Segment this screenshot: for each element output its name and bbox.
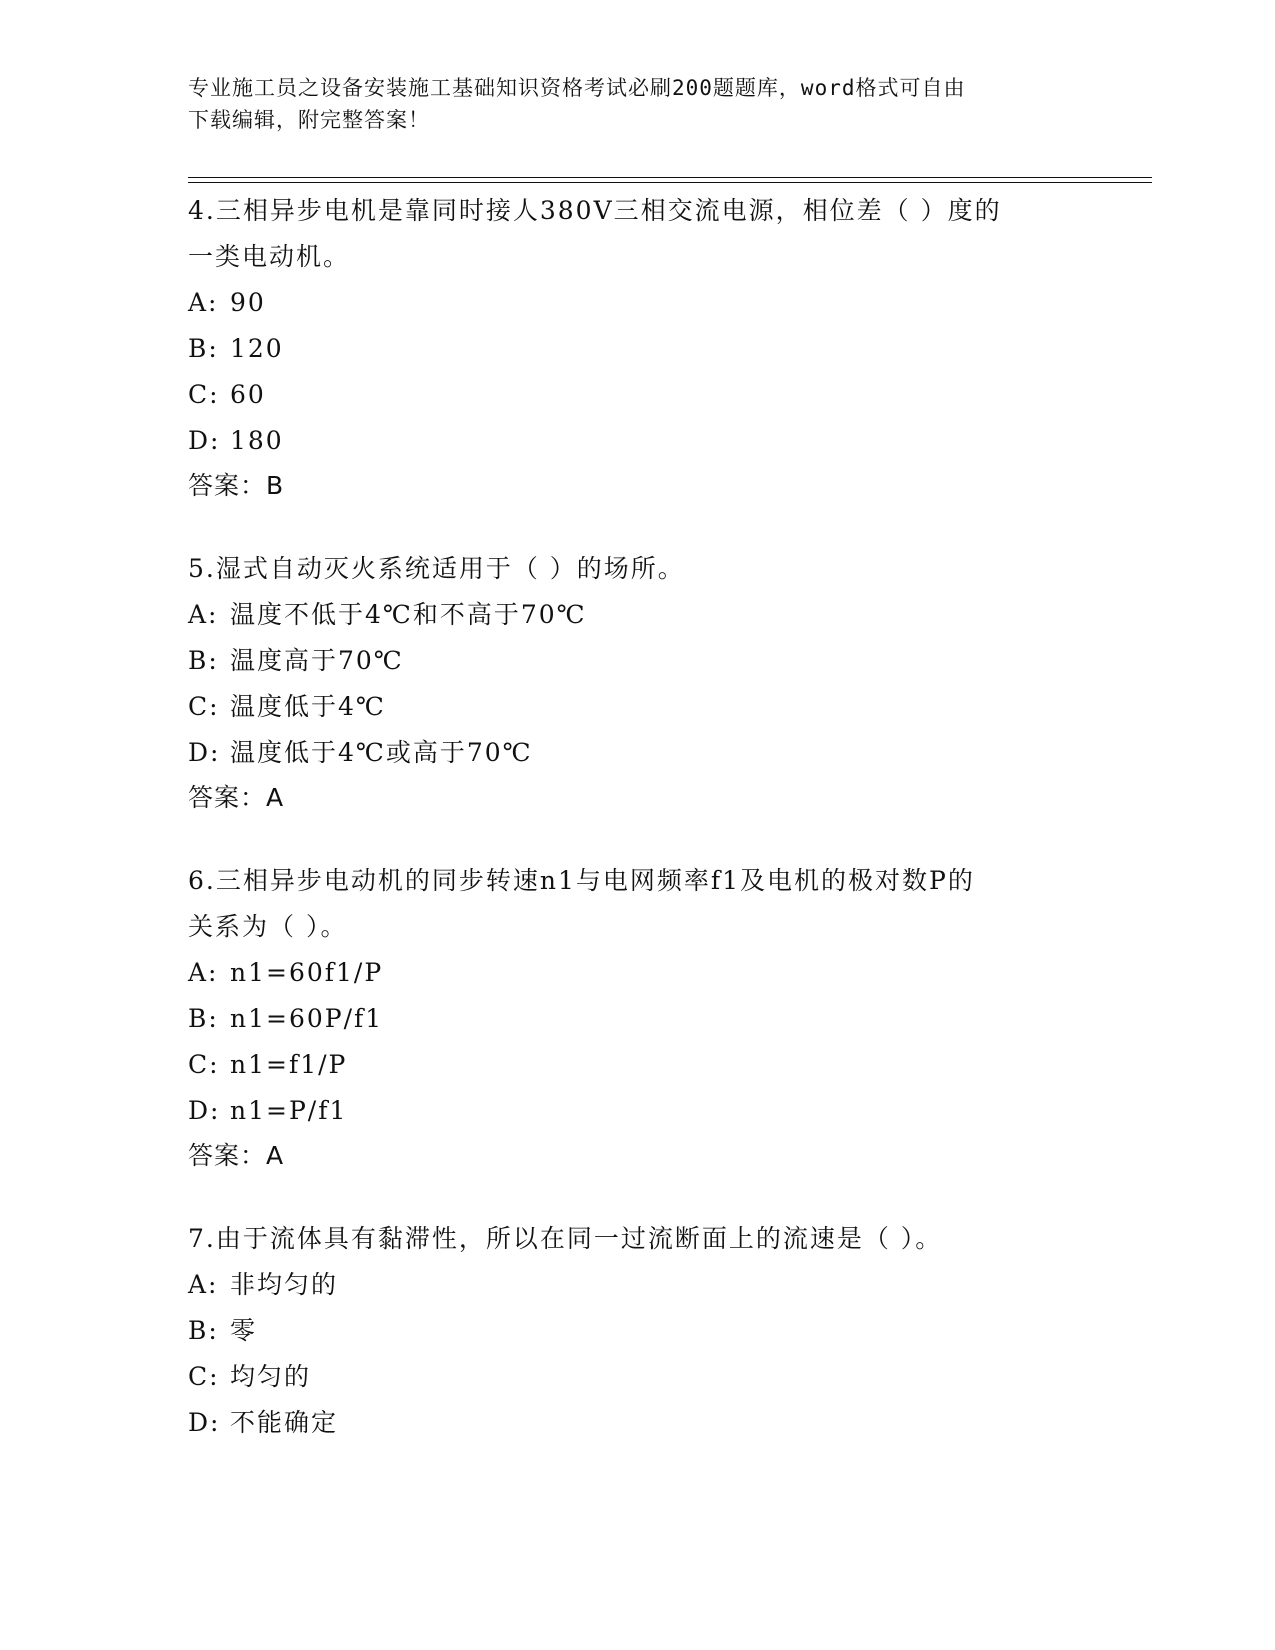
option-a [188,950,1088,996]
option-a [188,592,1088,638]
option-letter: B: [188,1004,219,1033]
option-text: 180 [230,426,284,455]
option-text: 不能确定 [230,1408,339,1437]
option-text: 温度低于4℃或高于70℃ [230,738,533,767]
option-b [188,326,1088,372]
question-5 [188,546,1088,820]
option-b [188,1308,1088,1354]
question-stem-line-1: 7.由于流体具有黏滞性，所以在同一过流断面上的流速是（ ）。 [188,1224,943,1253]
option-letter: C: [188,692,220,721]
option-letter: A: [188,958,219,987]
option-b [188,996,1088,1042]
option-d [188,1088,1088,1134]
option-letter: A: [188,288,219,317]
option-letter: D: [188,426,221,455]
option-d [188,1400,1088,1446]
question-stem-line-1: 4.三相异步电机是靠同时接人380V三相交流电源，相位差（ ）度的 [188,196,1002,225]
question-stem-line-2: 一类电动机。 [188,242,351,271]
option-text: 温度不低于4℃和不高于70℃ [230,600,587,629]
option-letter: C: [188,1362,220,1391]
option-text: 均匀的 [230,1362,312,1391]
option-c [188,1042,1088,1088]
option-c [188,372,1088,418]
header-divider-top [188,177,1152,178]
option-text: 零 [230,1316,258,1345]
option-c [188,1354,1088,1400]
option-text: 非均匀的 [230,1270,339,1299]
question-6 [188,858,1088,1178]
answer-line: 答案：A [188,783,285,812]
header-title-line-1: 专业施工员之设备安装施工基础知识资格考试必刷200题题库，word格式可自由 [188,76,966,100]
option-d [188,730,1088,776]
option-letter: C: [188,380,220,409]
option-text: n1=60P/f1 [230,1004,384,1033]
option-letter: D: [188,1408,221,1437]
question-7 [188,1216,1088,1446]
option-text: n1=60f1/P [230,958,384,987]
question-stem-line-1: 6.三相异步电动机的同步转速n1与电网频率f1及电机的极对数P的 [188,866,975,895]
option-text: 温度低于4℃ [230,692,386,721]
option-text: n1=f1/P [230,1050,348,1079]
question-stem [188,1216,1088,1262]
answer-line: 答案：A [188,1141,285,1170]
question-4 [188,188,1088,508]
option-a [188,1262,1088,1308]
document-header [188,72,1088,136]
option-letter: C: [188,1050,220,1079]
question-stem-line-1: 5.湿式自动灭火系统适用于（ ）的场所。 [188,554,685,583]
option-letter: A: [188,1270,219,1299]
option-a [188,280,1088,326]
option-text: n1=P/f1 [230,1096,348,1125]
question-stem-line-2: 关系为（ ）。 [188,912,348,941]
option-letter: B: [188,1316,219,1345]
question-stem [188,546,1088,592]
option-c [188,684,1088,730]
question-stem [188,858,1088,950]
option-letter: B: [188,646,219,675]
option-letter: D: [188,738,221,767]
option-text: 120 [230,334,284,363]
option-letter: D: [188,1096,221,1125]
option-text: 60 [230,380,266,409]
header-divider-bottom [188,182,1152,183]
option-letter: B: [188,334,219,363]
question-list [188,188,1088,1484]
header-title-line-2: 下载编辑，附完整答案！ [188,108,430,132]
question-stem [188,188,1088,280]
answer-line: 答案：B [188,471,285,500]
option-d [188,418,1088,464]
option-text: 温度高于70℃ [230,646,404,675]
option-text: 90 [230,288,266,317]
option-b [188,638,1088,684]
option-letter: A: [188,600,219,629]
